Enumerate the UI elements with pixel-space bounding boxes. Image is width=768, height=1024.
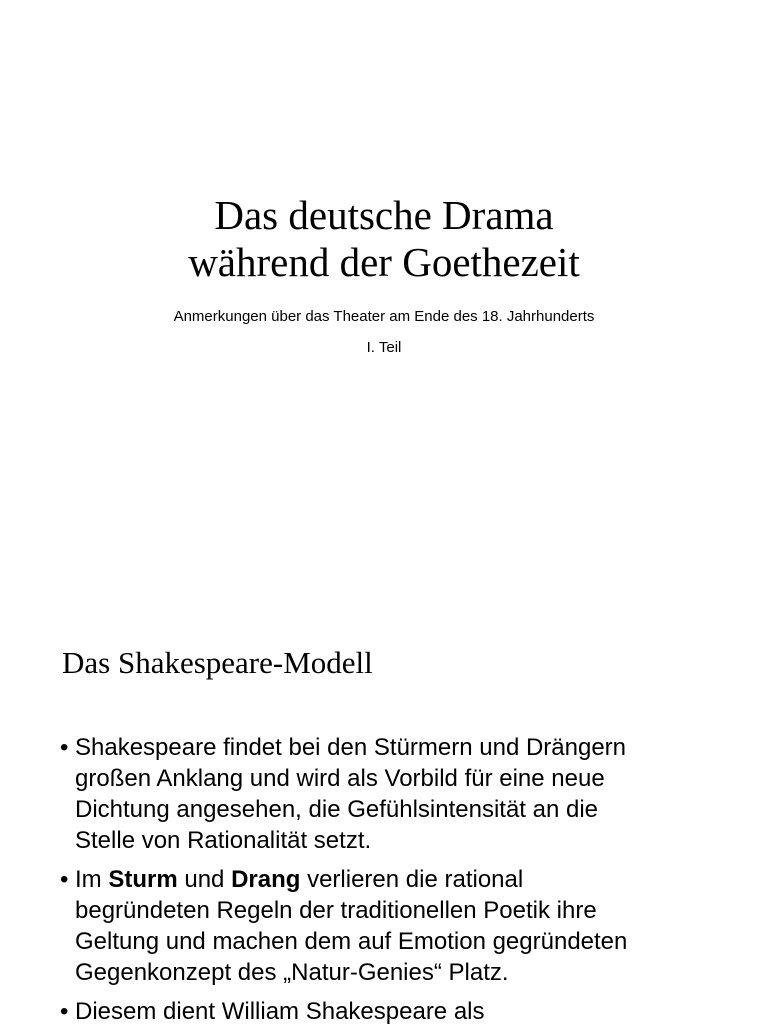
bold-term-sturm: Sturm: [108, 866, 178, 893]
content-slide: [0, 576, 768, 1024]
bullet-line: Shakespeare findet bei den Stürmern und Drängern: [75, 734, 627, 761]
title-line-2: während der Goethezeit: [188, 239, 580, 285]
presentation-title: [0, 192, 768, 286]
bullet-line: begründeten Regeln der traditionellen Poetik ihre: [75, 897, 597, 924]
bullet-line: Dichtung angesehen, die Gefühlsintensität an die: [75, 796, 599, 823]
bullet-list: [60, 732, 750, 1024]
part-label: I. Teil: [366, 339, 402, 356]
bullet-line: Stelle von Rationalität setzt.: [75, 827, 372, 854]
bullet-line: Gegenkonzept des „Natur-Genies“ Platz.: [75, 959, 509, 986]
bullet-icon: •: [60, 734, 69, 761]
slide-heading: Das Shakespeare-Modell: [62, 645, 373, 680]
bullet-line: Diesem dient William Shakespeare als: [75, 998, 485, 1024]
bullet-line: [75, 864, 750, 895]
bullet-item: [60, 732, 750, 856]
bullet-line: Geltung und machen dem auf Emotion gegründeten: [75, 928, 628, 955]
text-run: und: [177, 866, 232, 893]
bullet-line: großen Anklang und wird als Vorbild für eine neue: [75, 765, 605, 792]
text-run: Im: [75, 866, 109, 893]
bold-term-drang: Drang: [231, 866, 301, 893]
bullet-item: [60, 864, 750, 988]
bullet-item: [60, 996, 750, 1024]
title-line-1: Das deutsche Drama: [214, 192, 554, 238]
text-run: verlieren die rational: [300, 866, 524, 893]
bullet-icon: •: [60, 998, 69, 1024]
presentation-subtitle: Anmerkungen über das Theater am Ende des 18. Jahrhunderts: [173, 308, 595, 325]
bullet-icon: •: [60, 866, 69, 893]
